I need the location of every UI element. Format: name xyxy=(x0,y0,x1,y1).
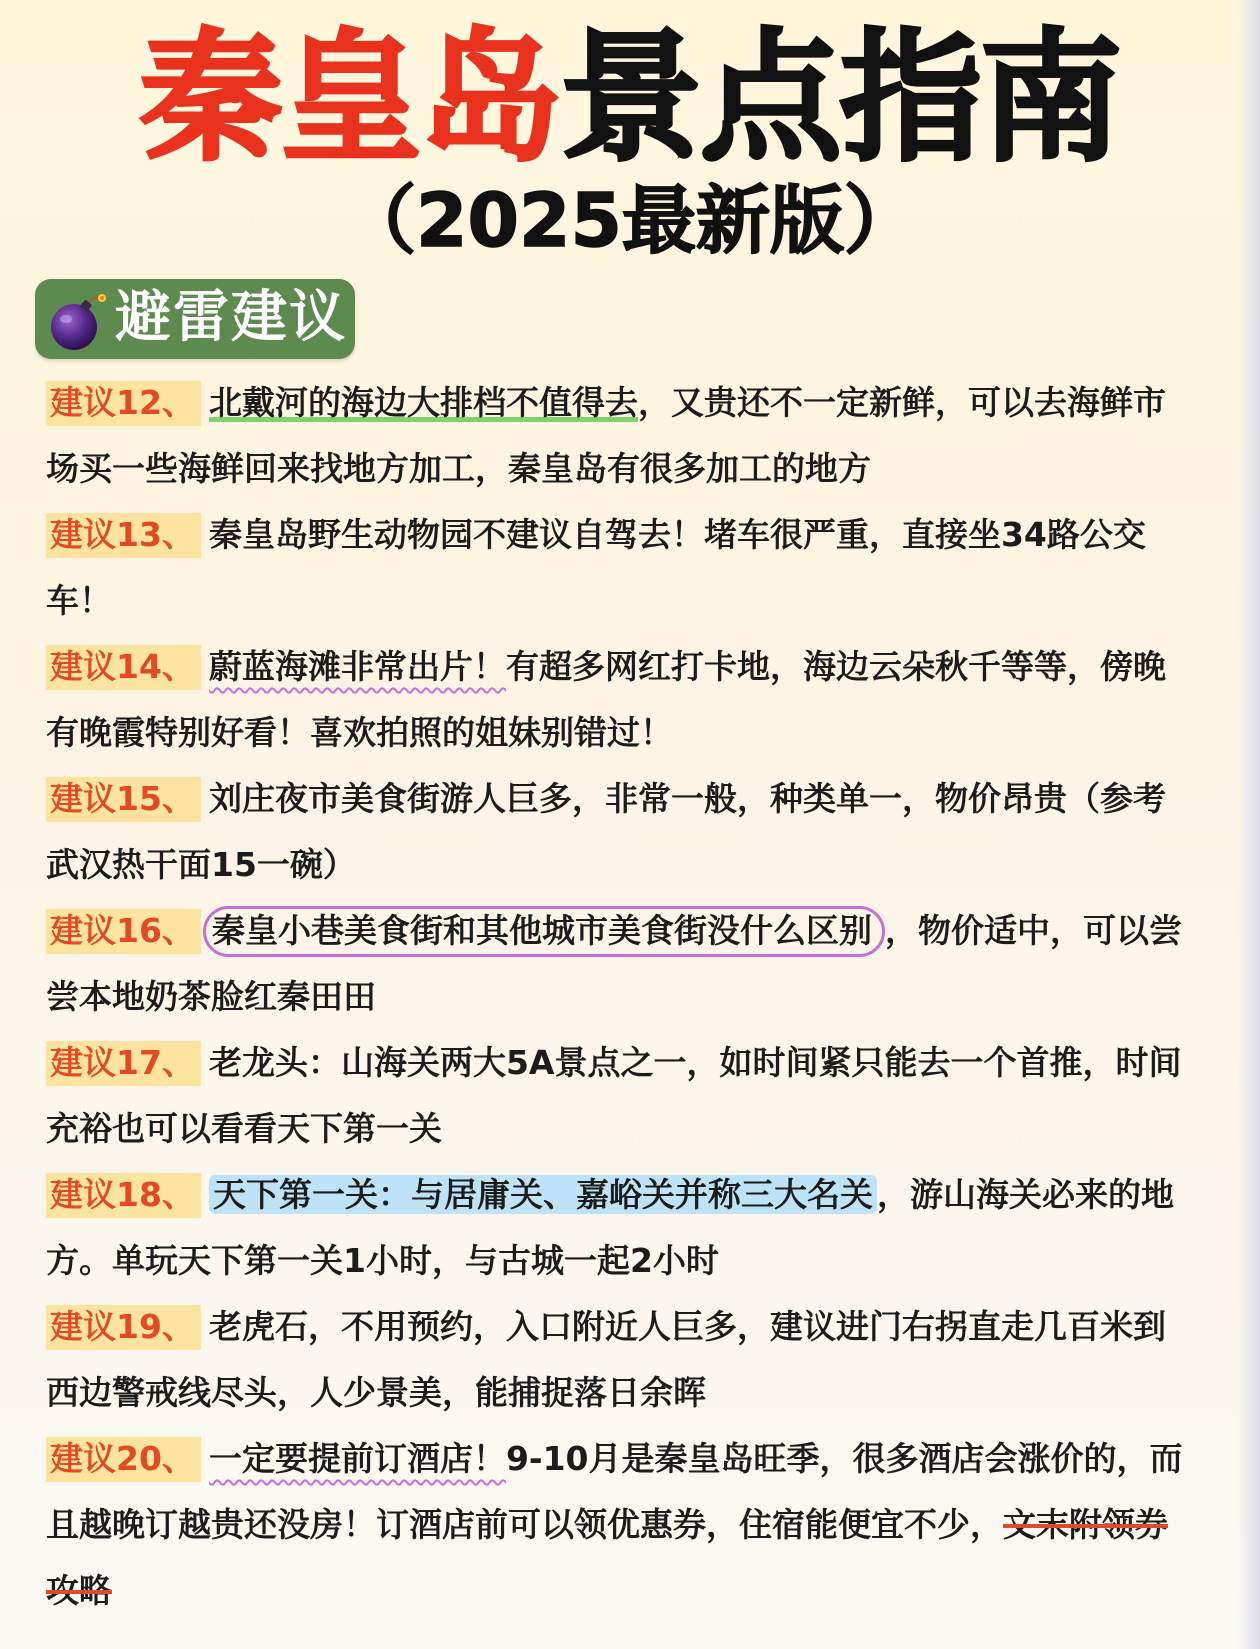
tip-text: 刘庄夜市美食街游人巨多，非常一般，种类单一，物价昂贵（参考武汉热干面15一碗） xyxy=(46,779,1166,884)
tip-text: 秦皇岛野生动物园不建议自驾去！堵车很严重，直接坐34路公交车！ xyxy=(46,515,1146,620)
tip-highlight: 北戴河的海边大排档不值得去 xyxy=(208,383,638,422)
tip-text: ，又贵还不一定新鲜，可以去海鲜市场买一些海鲜回来找地方加工，秦皇岛有很多加工的地方 xyxy=(46,383,1166,488)
tip-text: 老龙头：山海关两大5A景点之一，如时间紧只能去一个首推，时间充裕也可以看看天下第一关 xyxy=(46,1043,1182,1148)
tip-13 xyxy=(46,502,1196,634)
tip-highlight: 天下第一关：与居庸关、嘉峪关并称三大名关 xyxy=(209,1175,877,1214)
tip-15 xyxy=(46,766,1196,898)
tip-19 xyxy=(46,1294,1196,1426)
tip-number: 建议17、 xyxy=(46,1041,201,1086)
tip-text: ，游山海关必来的地方。单玩天下第一关1小时，与古城一起2小时 xyxy=(46,1175,1174,1280)
tip-number: 建议18、 xyxy=(46,1173,201,1218)
tip-number: 建议15、 xyxy=(46,777,201,822)
page-title xyxy=(0,14,1260,184)
section-label: 避雷建议 xyxy=(115,285,347,350)
bomb-icon xyxy=(47,291,109,353)
tip-text: 老虎石，不用预约，入口附近人巨多，建议进门右拐直走几百米到西边警戒线尽头，人少景美，能捕捉落日余晖 xyxy=(46,1307,1166,1412)
tip-number: 建议16、 xyxy=(46,909,201,954)
tip-strike-text: 文末附领券攻略 xyxy=(46,1505,1168,1610)
tip-20 xyxy=(46,1426,1196,1624)
tip-12 xyxy=(46,370,1196,502)
tip-number: 建议14、 xyxy=(46,645,201,690)
tip-16 xyxy=(46,898,1196,1030)
tip-number: 建议13、 xyxy=(46,513,201,558)
tip-text: 有超多网红打卡地，海边云朵秋千等等，傍晚有晚霞特别好看！喜欢拍照的姐妹别错过！ xyxy=(46,647,1166,752)
section-badge xyxy=(35,279,355,359)
tip-17 xyxy=(46,1030,1196,1162)
tip-14 xyxy=(46,634,1196,766)
page-subtitle: （2025最新版） xyxy=(342,178,918,264)
tip-number: 建议12、 xyxy=(46,381,201,426)
tip-text: 9-10月是秦皇岛旺季，很多酒店会涨价的，而且越晚订越贵还没房！订酒店前可以领优惠券，住宿能便宜不少， xyxy=(46,1439,1183,1544)
tip-18 xyxy=(46,1162,1196,1294)
title-guide: 景点指南 xyxy=(560,16,1120,181)
tip-number: 建议20、 xyxy=(46,1437,201,1482)
title-city: 秦皇岛 xyxy=(140,16,560,181)
tips-list xyxy=(46,370,1196,1624)
tip-text: ，物价适中，可以尝尝本地奶茶脸红秦田田 xyxy=(46,911,1182,1016)
tip-number: 建议19、 xyxy=(46,1305,201,1350)
tip-highlight: 蔚蓝海滩非常出片！ xyxy=(208,647,506,686)
tip-highlight: 一定要提前订酒店！ xyxy=(208,1439,506,1478)
tip-highlight: 秦皇小巷美食街和其他城市美食街没什么区别 xyxy=(203,906,885,957)
